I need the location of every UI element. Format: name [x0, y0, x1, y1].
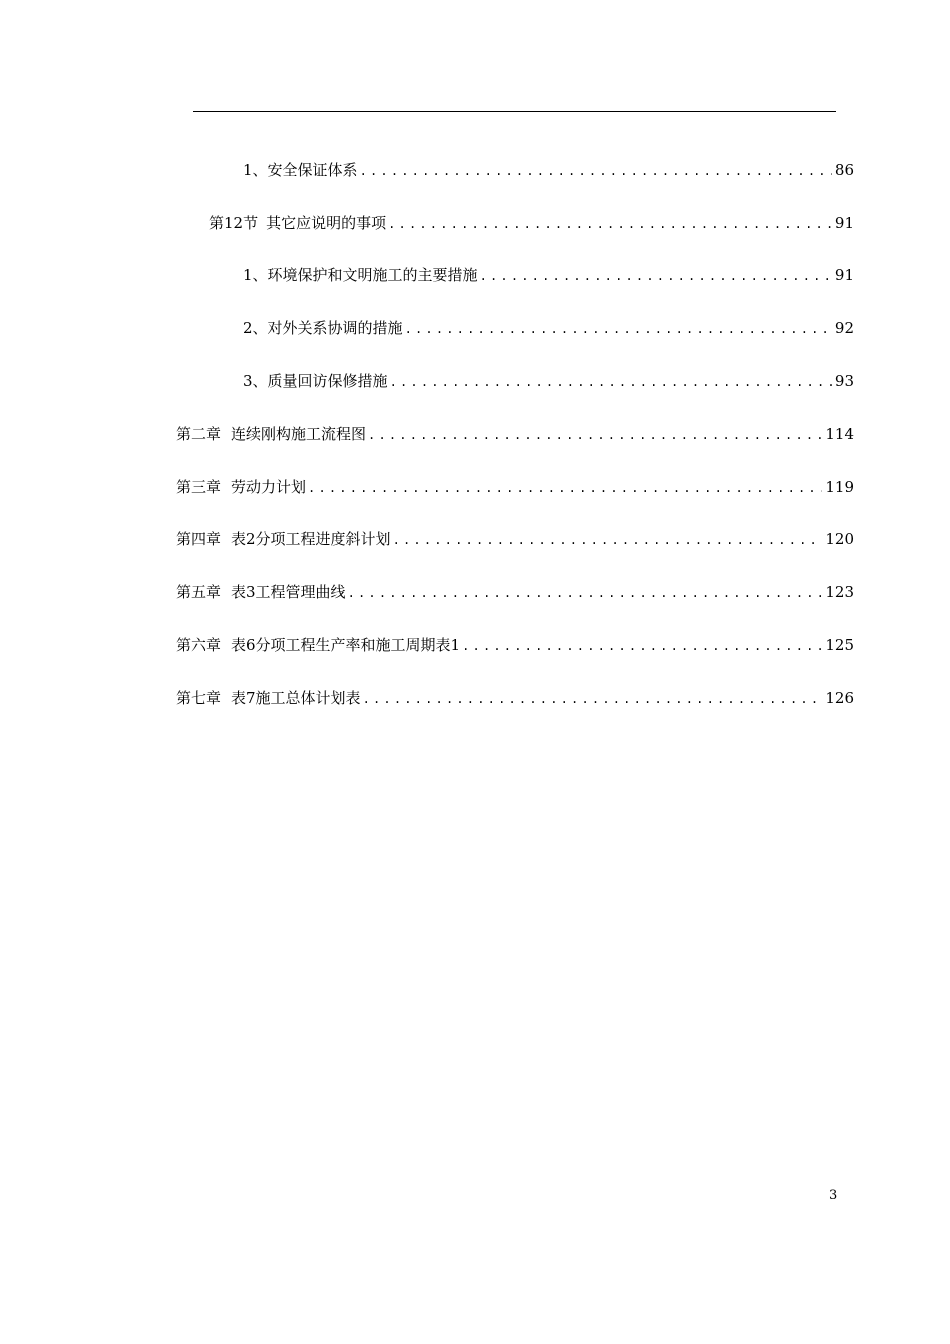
toc-entry[interactable]: [176, 688, 854, 708]
toc-entry[interactable]: [176, 477, 854, 497]
toc-entry-page: 125: [825, 636, 854, 654]
toc-dot-leader: [308, 478, 822, 498]
toc-entry-title: 劳动力计划: [231, 478, 307, 496]
toc-entry-title: 安全保证体系: [267, 161, 358, 179]
toc-entry[interactable]: [176, 635, 854, 655]
toc-entry[interactable]: [209, 213, 854, 233]
toc-entry-page: 86: [834, 161, 854, 179]
page-number: 3: [829, 1188, 838, 1203]
toc-entry-number: 第二章: [176, 425, 222, 443]
toc-entry[interactable]: [243, 265, 854, 285]
toc-entry-number: 第五章: [176, 583, 222, 601]
toc-entry-title: 对外关系协调的措施: [267, 319, 403, 337]
toc-entry-number: 3、: [243, 372, 268, 390]
toc-entry-page: 119: [825, 478, 854, 496]
toc-entry-title: 环境保护和文明施工的主要措施: [267, 266, 478, 284]
toc-entry-title: 连续刚构施工流程图: [231, 425, 367, 443]
toc-entry-number: 第三章: [176, 478, 222, 496]
toc-entry-title: 表6分项工程生产率和施工周期表1: [231, 636, 461, 654]
toc-entry-title: 表7施工总体计划表: [231, 689, 361, 707]
toc-dot-leader: [393, 530, 823, 550]
toc-entry-title: 质量回访保修措施: [267, 372, 388, 390]
toc-entry-number: 第七章: [176, 689, 222, 707]
toc-entry[interactable]: [176, 582, 854, 602]
toc-entry[interactable]: [176, 529, 854, 549]
toc-entry-page: 93: [834, 372, 854, 390]
toc-entry[interactable]: [243, 318, 854, 338]
toc-dot-leader: [368, 425, 822, 445]
toc-entry[interactable]: [243, 160, 854, 180]
toc-entry-title: 表3工程管理曲线: [231, 583, 346, 601]
toc-entry-number: 1、: [243, 266, 268, 284]
toc-entry-number: 第六章: [176, 636, 222, 654]
toc-dot-leader: [363, 689, 823, 709]
toc-dot-leader: [388, 214, 832, 234]
toc-entry-number: 第12节: [209, 214, 259, 232]
toc-dot-leader: [480, 266, 832, 286]
toc-dot-leader: [348, 583, 823, 603]
toc-dot-leader: [360, 161, 832, 181]
toc-entry-page: 92: [834, 319, 854, 337]
toc-dot-leader: [462, 636, 822, 656]
toc-entry-page: 120: [825, 530, 854, 548]
toc-dot-leader: [390, 372, 832, 392]
toc-entry-page: 126: [825, 689, 854, 707]
toc-entry-page: 91: [834, 266, 854, 284]
toc-entry-number: 2、: [243, 319, 268, 337]
toc-entry-page: 91: [834, 214, 854, 232]
toc-entry-page: 114: [825, 425, 854, 443]
toc-entry-number: 第四章: [176, 530, 222, 548]
toc-entry-title: 其它应说明的事项: [266, 214, 387, 232]
toc-entry-page: 123: [825, 583, 854, 601]
toc-entry-title: 表2分项工程进度斜计划: [231, 530, 391, 548]
toc-dot-leader: [405, 319, 832, 339]
toc-entry[interactable]: [243, 371, 854, 391]
toc-entry[interactable]: [176, 424, 854, 444]
toc-entry-number: 1、: [243, 161, 268, 179]
header-rule: [193, 111, 836, 112]
